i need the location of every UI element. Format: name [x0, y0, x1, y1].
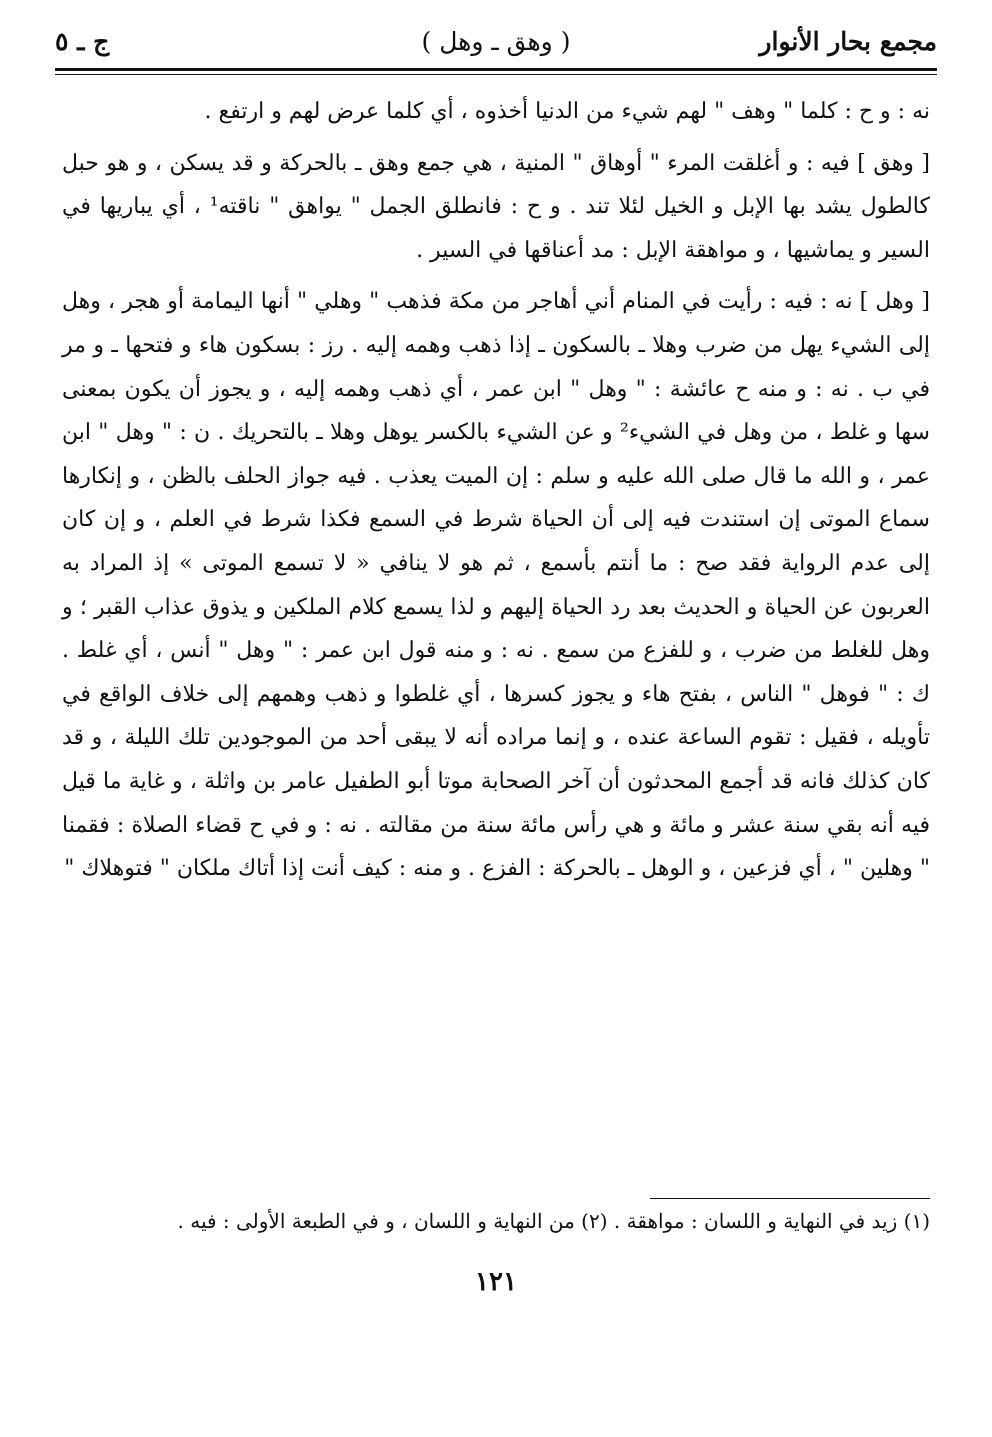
volume-label: ج ـ ٥	[55, 27, 110, 56]
entry-range: ( وهق ـ وهل )	[421, 27, 571, 56]
paragraph-wahq: [ وهق ] فيه : و أغلقت المرء " أوهاق " المنية ، هي جمع وهق ـ بالحركة و قد يسكن ، و هو حبل كالطول يشد بها الإبل و الخيل لئلا تند . و ح : فانطلق الجمل " يواهق " ناقته¹ ، أي يباريها في السير و يماشيها ، و مواهقة الإبل : مد أعناقها في السير .	[62, 150, 930, 263]
book-title: مجمع بحار الأنوار	[759, 27, 937, 56]
footnote-divider	[650, 1198, 930, 1199]
paragraph-wahf: نه : و ح : كلما " وهف " لهم شيء من الدنيا أخذوه ، أي كلما عرض لهم و ارتفع .	[204, 99, 930, 124]
running-header	[55, 22, 937, 62]
footnotes: (١) زيد في النهاية و اللسان : مواهقة . (٢) من النهاية و اللسان ، و في الطبعة الأولى : فيه .	[177, 1209, 930, 1233]
paragraph-wahl: [ وهل ] نه : فيه : رأيت في المنام أني أهاجر من مكة فذهب " وهلي " أنها اليمامة أو هجر ، وهل إلى الشيء يهل من ضرب وهلا ـ بالسكون ـ إذا ذهب وهمه إليه . رز : بسكون هاء و فتحها ـ و مر في ب . نه : و منه ح عائشة : " وهل " ابن عمر ، أي ذهب وهمه إليه ، و يجوز أن يكون بمعنى سها و غلط ، من وهل في الشيء² و عن الشيء بالكسر يوهل وهلا ـ بالتحريك . ن : " وهل " ابن عمر ، و الله ما قال صلى الله عليه و سلم : إن الميت يعذب . فيه جواز الحلف بالظن ، و إنكارها سماع الموتى إن استندت فيه إلى أن الحياة شرط في السمع فكذا شرط في العلم ، و إن كان إلى عدم الرواية فقد صح : ما أنتم بأسمع ، ثم هو لا ينافي « لا تسمع الموتى » إذ المراد به العربون عن الحياة و الحديث بعد رد الحياة إليهم و لذا يسمع كلام الملكين و يذوق عذاب القبر ؛ و وهل للغلط من ضرب ، و للفزع من سمع . نه : و منه قول ابن عمر : " وهل " أنس ، أي غلط . ك : " فوهل " الناس ، بفتح هاء و يجوز كسرها ، أي غلطوا و ذهب وهمهم إلى خلاف الواقع في تأويله ، فقيل : تقوم الساعة عنده ، و إنما مراده أنه لا يبقى أحد من الموجودين تلك الليلة ، و قد كان كذلك فانه قد أجمع المحدثون أن آخر الصحابة موتا أبو الطفيل عامر بن واثلة ، و غاية ما قيل فيه أنه بقي سنة عشر و مائة و هي رأس مائة سنة من مقالته . نه : و في ح قضاء الصلاة : فقمنا " وهلين " ، أي فزعين ، و الوهل ـ بالحركة : الفزع . و منه : كيف أنت إذا أتاك ملكان " فتوهلاك "	[62, 289, 930, 882]
page-number: ١٢١	[475, 1267, 517, 1297]
header-rule	[55, 68, 937, 71]
main-text	[62, 90, 930, 891]
header-rule-secondary	[55, 74, 937, 75]
